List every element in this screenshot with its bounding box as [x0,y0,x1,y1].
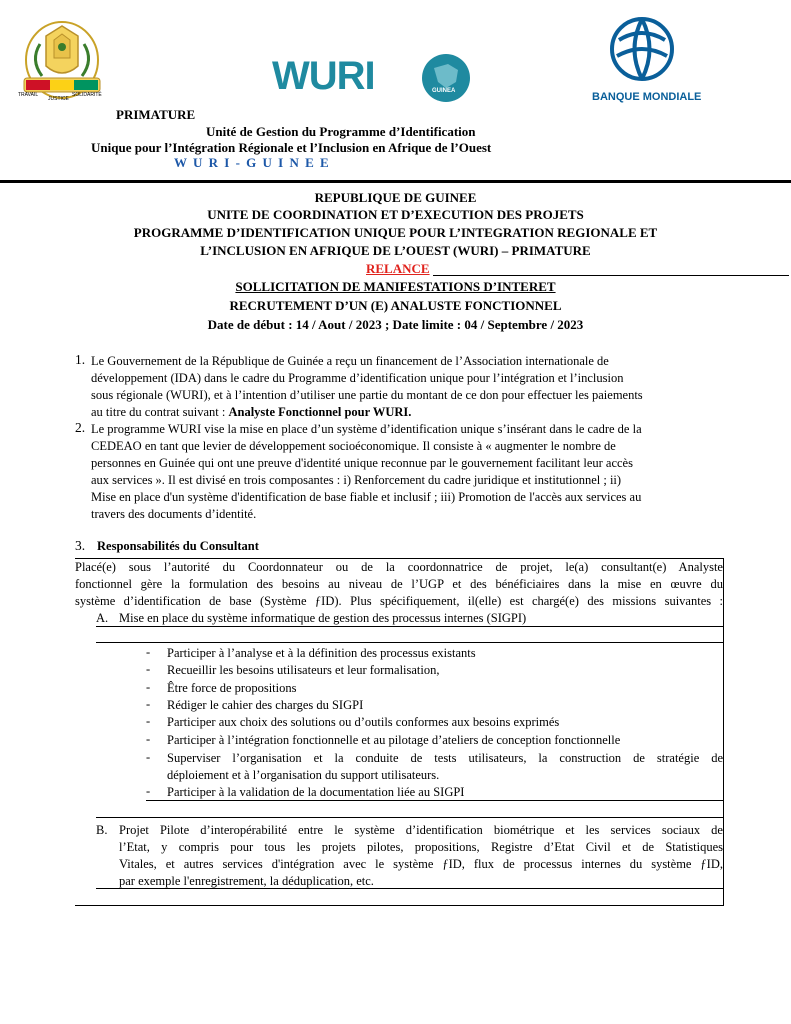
motto-1: TRAVAIL [18,92,39,98]
bullet-8: Participer à la validation de la documentation liée au SIGPI [167,785,465,799]
bullet-rule-1 [146,800,723,801]
p3-line-1-text: Placé(e) sous l’autorité du Coordonnateur ou de la coordonnatrice de projet, le(a) consultant(e) Analyste [75,560,723,574]
p3-title: Responsabilités du Consultant [97,539,259,553]
p3-line-2 [75,576,723,593]
b-line-1-text: Projet Pilote d’interopérabilité entre le système d’identification biométrique et les services sociaux de [119,823,723,837]
bullet-4: Rédiger le cahier des charges du SIGPI [167,698,364,712]
b-rule-1 [96,888,723,889]
wuri-logo-sub: GUINEA [432,88,456,94]
b-line-3-text: Vitales, et autres services d'intégration avec le système ƒID, flux de processus internes du système ƒID, [119,857,723,871]
wuri-globe-icon [418,52,474,104]
relance-rule [433,275,789,276]
b-line-1 [119,822,723,839]
bullet-7-text: Superviser l’organisation et la conduite de tests utilisateurs, la construction de stratégie de [167,751,723,765]
p2-line-4: aux services ». Il est divisé en trois composantes : i) Renforcement du cadre juridique et institutionnel ; ii) [91,473,622,487]
bullet-5: Participer aux choix des solutions ou d’outils conformes aux besoins exprimés [167,715,560,729]
bullet-3: Être force de propositions [167,681,297,695]
wuri-logo-text: WURI [272,54,375,98]
a-rule-2 [96,642,723,643]
bullet-7-cont: déploiement et à l’organisation du support utilisateurs. [167,768,440,782]
p1-last-text: au titre du contrat suivant : [91,405,229,419]
p1-line-4 [91,404,411,421]
bank-name: BANQUE MONDIALE [592,91,702,103]
b-line-3 [119,856,723,873]
p1-line-1: Le Gouvernement de la République de Guinée a reçu un financement de l’Association internationale de [91,354,609,368]
header-divider [0,180,791,183]
title-line-5: SOLLICITATION DE MANIFESTATIONS D’INTERET [235,279,556,294]
relance-label: RELANCE [366,261,430,276]
unit-line-3: W U R I - G U I N E E [174,155,331,170]
bullet-mark-8: - [146,784,151,798]
p2-line-1: Le programme WURI vise la mise en place d’un système d’identification unique s’insérant dans le cadre de la [91,422,642,436]
bullet-mark-1: - [146,645,151,659]
p3-line-2-text: fonctionnel gère la formulation des besoins au niveau de l’UGP et des bénéficiaires dans la mise en œuvre du [75,577,723,591]
title-line-4: L’INCLUSION EN AFRIQUE DE L’OUEST (WURI) – PRIMATURE [200,243,591,258]
frame-right-rule [723,558,724,906]
bullet-mark-7: - [146,750,151,764]
bullet-mark-4: - [146,697,151,711]
a-rule-1 [96,626,723,627]
p1-bold-role: Analyste Fonctionnel pour WURI. [228,405,412,419]
title-line-6: RECRUTEMENT D’UN (E) ANALUSTE FONCTIONNEL [229,298,562,313]
title-line-1: REPUBLIQUE DE GUINEE [314,190,477,205]
bullet-7 [167,750,723,767]
p2-line-5: Mise en place d'un système d'identification de base fiable et inclusif ; iii) Promotion de l'accès aux services au [91,490,642,504]
p2-line-6: travers des documents d’identité. [91,507,257,521]
p1-number: 1. [75,352,86,367]
b-letter: B. [96,823,108,837]
bullet-mark-3: - [146,680,151,694]
p2-line-2: CEDEAO en tant que levier de développement socioéconomique. Il consiste à « augmenter le nombre de [91,439,616,453]
bullet-1: Participer à l’analyse et à la définition des processus existants [167,646,476,660]
a-title: Mise en place du système informatique de gestion des processus internes (SIGPI) [119,611,527,625]
bullet-rule-2 [96,817,723,818]
bullet-mark-2: - [146,662,151,676]
motto-2: JUSTICE [48,96,69,102]
bullet-6: Participer à l’intégration fonctionnelle et au pilotage d’ateliers de conception fonctionnelle [167,733,621,747]
date-line: Date de début : 14 / Aout / 2023 ; Date limite : 04 / Septembre / 2023 [207,317,584,332]
b-line-4: par exemple l'enregistrement, la déduplication, etc. [119,874,374,888]
p3-line-3-text: système d’identification de base (Système ƒID). Plus spécifiquement, il(elle) est chargé(e) des missions suivantes : [75,594,723,608]
a-letter: A. [96,611,109,625]
p3-line-3 [75,593,723,610]
title-line-3: PROGRAMME D’IDENTIFICATION UNIQUE POUR L’INTEGRATION REGIONALE ET [133,225,658,240]
title-line-2: UNITE DE COORDINATION ET D’EXECUTION DES PROJETS [207,207,584,222]
bullet-2: Recueillir les besoins utilisateurs et leur formalisation, [167,663,440,677]
primature: PRIMATURE [116,107,196,122]
unit-line-2: Unique pour l’Intégration Régionale et l’Inclusion en Afrique de l’Ouest [91,140,492,155]
bullet-mark-6: - [146,732,151,746]
bullet-mark-5: - [146,714,151,728]
motto-3: SOLIDARITÉ [72,92,102,98]
p2-number: 2. [75,420,86,435]
unit-line-1: Unité de Gestion du Programme d’Identification [206,124,476,139]
p3-line-1 [75,559,723,576]
world-bank-globe-icon [609,16,675,82]
b-line-2 [119,839,723,856]
b-line-2-text: l’Etat, y compris pour tous les projets pilotes, propositions, Registre d’Etat Civil et de Statistiques [119,840,723,854]
p3-number: 3. [75,538,86,553]
wuri-logo [272,52,482,104]
p1-line-3: sous régionale (WURI), et à l’intention d’utiliser une partie du montant de ce don pour effectuer les paiements [91,388,643,402]
frame-bottom-rule [75,905,724,906]
p2-line-3: personnes en Guinée qui ont une preuve d'identité unique reconnue par le gouvernement facilitant leur accès [91,456,633,470]
p1-line-2: développement (IDA) dans le cadre du Programme d’identification unique pour l’intégration et l’inclusion [91,371,624,385]
